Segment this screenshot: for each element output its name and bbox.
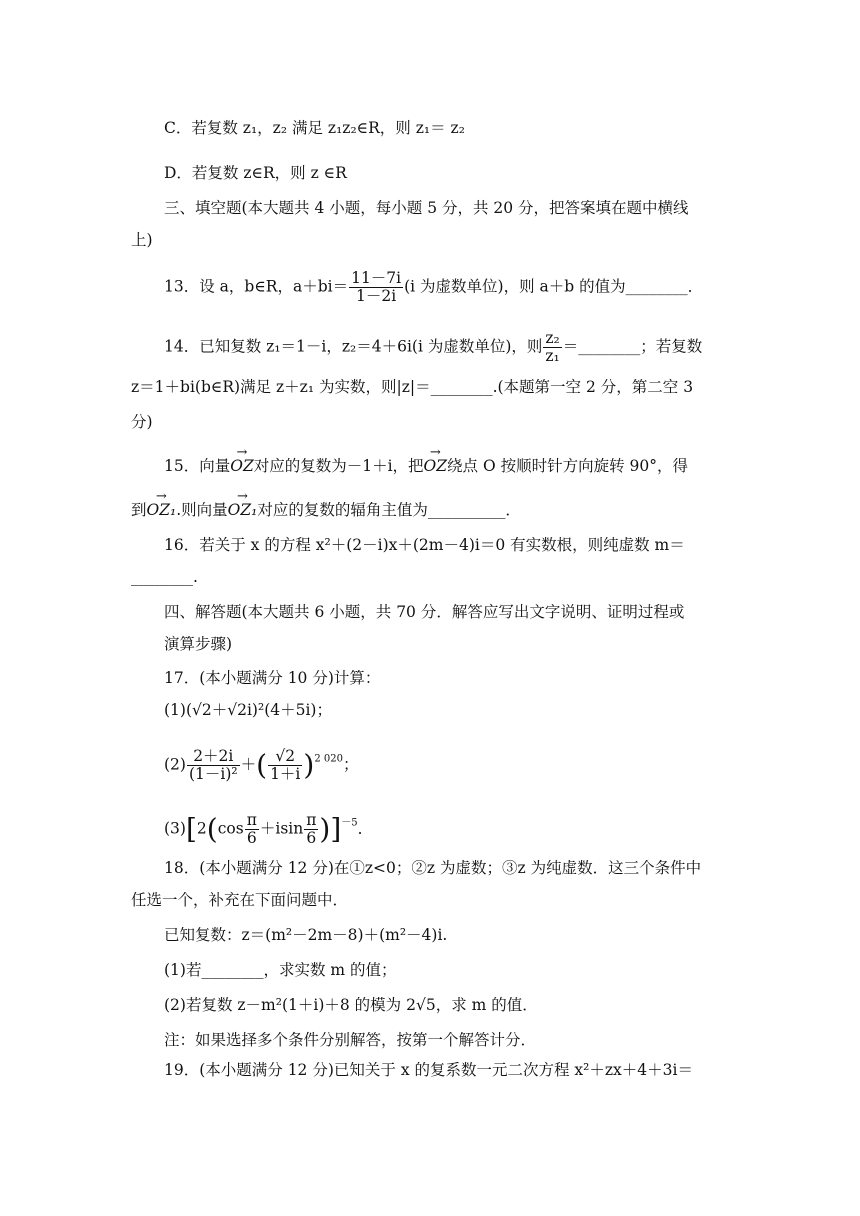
fraction-13: $\frac{11-7i}{1-2i}$ — [351, 269, 402, 305]
vector-oz: → OZ — [424, 456, 447, 476]
fraction-17-3b: $\frac{\pi}{6}$ — [306, 811, 317, 847]
fraction-17-3a: $\frac{\pi}{6}$ — [246, 811, 257, 847]
section-4-heading: 四、解答题(本大题共 6 小题，共 70 分．解答应写出文字说明、证明过程或 — [164, 603, 685, 621]
question-18-part1: (1)若________，求实数 m 的值； — [164, 961, 397, 979]
question-17-part2: (2) $\frac{2+2i}{\text{(1－i)²}}$ ＋( $\frac{√2}{1+i}$ )$^{2 020}$； — [164, 747, 359, 783]
question-15: 15．向量→ OZ对应的复数为－1＋i，把→ OZ绕点 O 按顺时针方向旋转 90°，得 — [164, 456, 688, 476]
question-17-part1: (1)(√2＋√2i)²(4＋5i)； — [164, 701, 332, 719]
question-18-note: 注：如果选择多个条件分别解答，按第一个解答计分． — [164, 1031, 537, 1049]
option-d: D．若复数 z∈R，则 z ∈R — [164, 164, 347, 182]
question-19: 19．(本小题满分 12 分)已知关于 x 的复系数一元二次方程 x²＋zx＋4＋3i＝ — [164, 1061, 693, 1079]
section-3-heading: 三、填空题(本大题共 4 小题，每小题 5 分，共 20 分，把答案填在题中横线 — [164, 199, 689, 217]
fraction-14: $\frac{\text{z₂}}{\text{z₁}}$ — [545, 329, 560, 365]
question-16: 16．若关于 x 的方程 x²＋(2－i)x＋(2m－4)i＝0 有实数根，则纯虚数 m＝ — [164, 536, 685, 554]
section-3-heading-cont: 上) — [131, 231, 153, 249]
question-14-line2: z＝1＋bi(b∈R)满足 z＋z₁ 为实数，则|z|＝________.(本题第一空 2 分，第二空 3 — [131, 378, 694, 396]
question-14-line3: 分) — [131, 413, 153, 431]
option-c: C．若复数 z₁，z₂ 满足 z₁z₂∈R，则 z₁＝ z₂ — [164, 119, 465, 137]
question-18-line3: 已知复数：z＝(m²－2m－8)＋(m²－4)i. — [164, 926, 448, 944]
question-15-line2: 到→ OZ₁.则向量→ OZ₁对应的复数的辐角主值为__________． — [131, 500, 521, 520]
question-17: 17．(本小题满分 10 分)计算： — [164, 669, 381, 687]
vector-oz: → OZ — [230, 456, 253, 476]
section-4-heading-cont: 演算步骤) — [164, 635, 233, 653]
question-18-part2: (2)若复数 z－m²(1＋i)＋8 的模为 2√5，求 m 的值． — [164, 996, 538, 1014]
vector-oz1: → OZ₁ — [228, 500, 258, 520]
fraction-17-2b: $\frac{√2}{1+i}$ — [270, 747, 301, 783]
question-13: 13．设 a，b∈R，a＋bi＝ $\frac{11-7i}{1-2i}$ (i 为虚数单位)，则 a＋b 的值为________． — [164, 269, 704, 305]
question-17-part3: (3)[2(cos $\frac{\pi}{6}$ ＋isin $\frac{\pi}{6}$ )]$^{-5}$． — [164, 811, 374, 847]
question-18: 18．(本小题满分 12 分)在①z<0；②z 为虚数；③z 为纯虚数．这三个条件中 — [164, 859, 702, 877]
question-18-line2: 任选一个，补充在下面问题中． — [131, 891, 349, 909]
question-14: 14．已知复数 z₁＝1－i，z₂＝4＋6i(i 为虚数单位)，则 $\frac{\text{z₂}}{\text{z₁}}$ ＝________；若复数 — [164, 329, 703, 365]
vector-oz1: → OZ₁ — [147, 500, 177, 520]
question-16-line2: ________. — [131, 568, 198, 586]
fraction-17-2a: $\frac{2+2i}{\text{(1－i)²}}$ — [188, 747, 238, 783]
